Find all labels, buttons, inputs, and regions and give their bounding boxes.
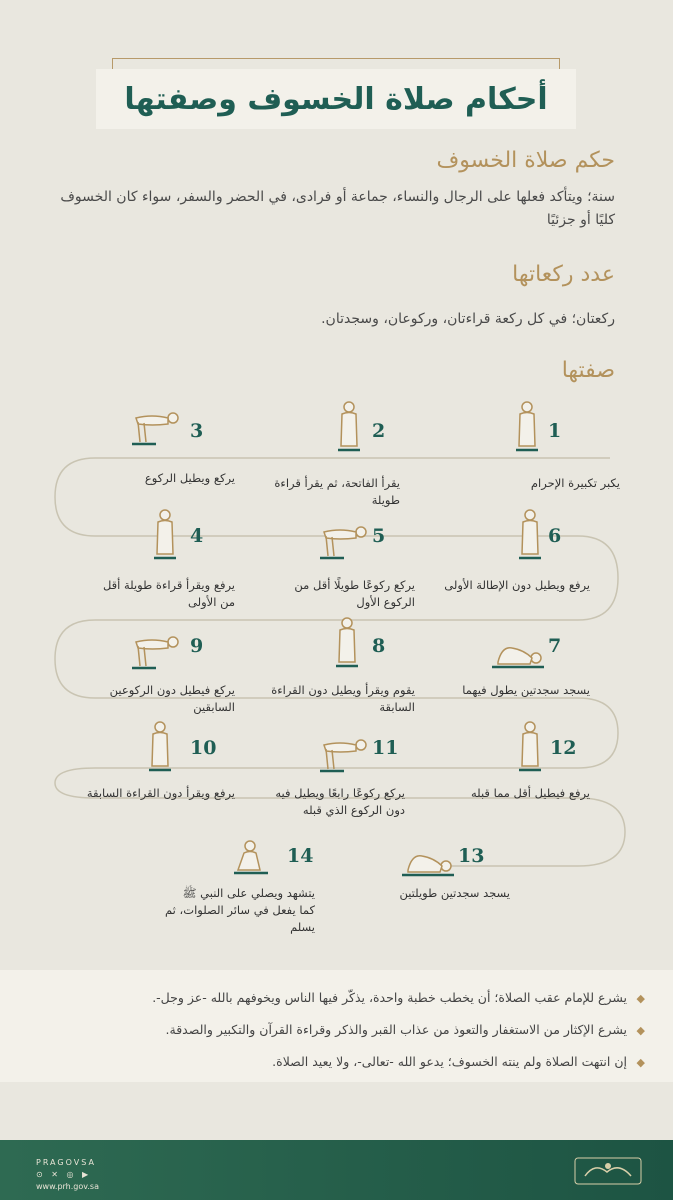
presidency-logo xyxy=(573,1154,643,1188)
standing-figure-icon xyxy=(145,720,175,778)
step-number: 12 xyxy=(550,737,577,759)
step-number: 5 xyxy=(372,525,386,547)
count-text: ركعتان؛ في كل ركعة قراءتان، وركوعان، وسجدتان. xyxy=(321,311,615,327)
step-number: 13 xyxy=(458,845,485,867)
footer xyxy=(0,1140,673,1200)
step-text: يرفع فيطيل أقل مما قبله xyxy=(470,786,590,800)
ruling-text: سنة؛ ويتأكد فعلها على الرجال والنساء، جماعة أو فرادى، في الحضر والسفر، سواء كان الخسوف كليًا أو جزئيًا xyxy=(60,189,615,228)
count-heading: عدد ركعاتها xyxy=(512,262,615,287)
note-item: يشرع للإمام عقب الصلاة؛ أن يخطب خطبة واحدة، يذكّر فيها الناس ويخوفهم بالله -عز وجل-. xyxy=(152,990,627,1005)
standing-figure-icon xyxy=(512,400,542,458)
step-text: يتشهد ويصلي على النبي ﷺ كما يفعل في سائر الصلوات، ثم يسلم xyxy=(165,886,315,934)
standing-figure-icon xyxy=(515,720,545,778)
bullet-icon: ◆ xyxy=(636,992,645,1005)
sitting-figure-icon xyxy=(232,838,272,882)
step-number: 3 xyxy=(190,420,204,442)
bowing-figure-icon xyxy=(128,632,182,676)
step-text: يرفع ويطيل دون الإطالة الأولى xyxy=(444,578,590,592)
step-text: يكبر تكبيرة الإحرام xyxy=(530,476,620,490)
step-text: يرفع ويقرأ دون القراءة السابقة xyxy=(86,786,235,800)
bullet-icon: ◆ xyxy=(636,1024,645,1037)
step-text: يركع ركوعًا طويلًا أقل من الركوع الأول xyxy=(294,578,415,609)
prostrating-figure-icon xyxy=(400,848,456,882)
bowing-figure-icon xyxy=(316,522,370,566)
step-number: 7 xyxy=(548,635,562,657)
step-text: يركع ويطيل الركوع xyxy=(144,471,235,485)
footer-brand: PRAGOVSA xyxy=(36,1158,96,1167)
description-heading: صفتها xyxy=(561,358,615,383)
step-text: يسجد سجدتين يطول فيهما xyxy=(462,683,590,697)
standing-figure-icon xyxy=(150,508,180,566)
step-number: 6 xyxy=(548,525,562,547)
step-number: 10 xyxy=(190,737,217,759)
prostrating-figure-icon xyxy=(490,640,546,674)
note-item: إن انتهت الصلاة ولم ينته الخسوف؛ يدعو الله -تعالى-، ولا يعيد الصلاة. xyxy=(272,1054,627,1069)
step-text: يقرأ الفاتحة، ثم يقرأ قراءة طويلة xyxy=(274,476,400,507)
step-number: 14 xyxy=(287,845,314,867)
ruling-heading: حكم صلاة الخسوف xyxy=(436,148,615,173)
step-number: 1 xyxy=(548,420,562,442)
step-text: يرفع ويقرأ قراءة طويلة أقل من الأولى xyxy=(102,578,235,609)
notes-panel xyxy=(0,970,673,1082)
standing-figure-icon xyxy=(332,616,362,674)
bullet-icon: ◆ xyxy=(636,1056,645,1069)
bowing-figure-icon xyxy=(316,735,370,779)
bowing-figure-icon xyxy=(128,408,182,452)
step-number: 2 xyxy=(372,420,386,442)
step-text: يركع فيطيل دون الركوعين السابقين xyxy=(109,683,235,714)
page-title: أحكام صلاة الخسوف وصفتها xyxy=(124,81,548,117)
step-text: يسجد سجدتين طويلتين xyxy=(399,886,510,900)
title-banner xyxy=(96,69,576,129)
standing-figure-icon xyxy=(515,508,545,566)
step-number: 9 xyxy=(190,635,204,657)
step-number: 11 xyxy=(372,737,399,759)
step-number: 4 xyxy=(190,525,204,547)
step-text: يقوم ويقرأ ويطيل دون القراءة السابقة xyxy=(271,683,415,714)
standing-figure-icon xyxy=(334,400,364,458)
note-item: يشرع الإكثار من الاستغفار والتعوذ من عذاب القبر والذكر وقراءة القرآن والتكبير والصدقة. xyxy=(165,1022,627,1037)
footer-website[interactable]: www.prh.gov.sa xyxy=(36,1182,99,1191)
step-text: يركع ركوعًا رابعًا ويطيل فيه دون الركوع الذي قبله xyxy=(275,786,405,817)
step-number: 8 xyxy=(372,635,386,657)
social-icons[interactable]: ⊙ ✕ ◎ ▶ xyxy=(36,1170,92,1179)
